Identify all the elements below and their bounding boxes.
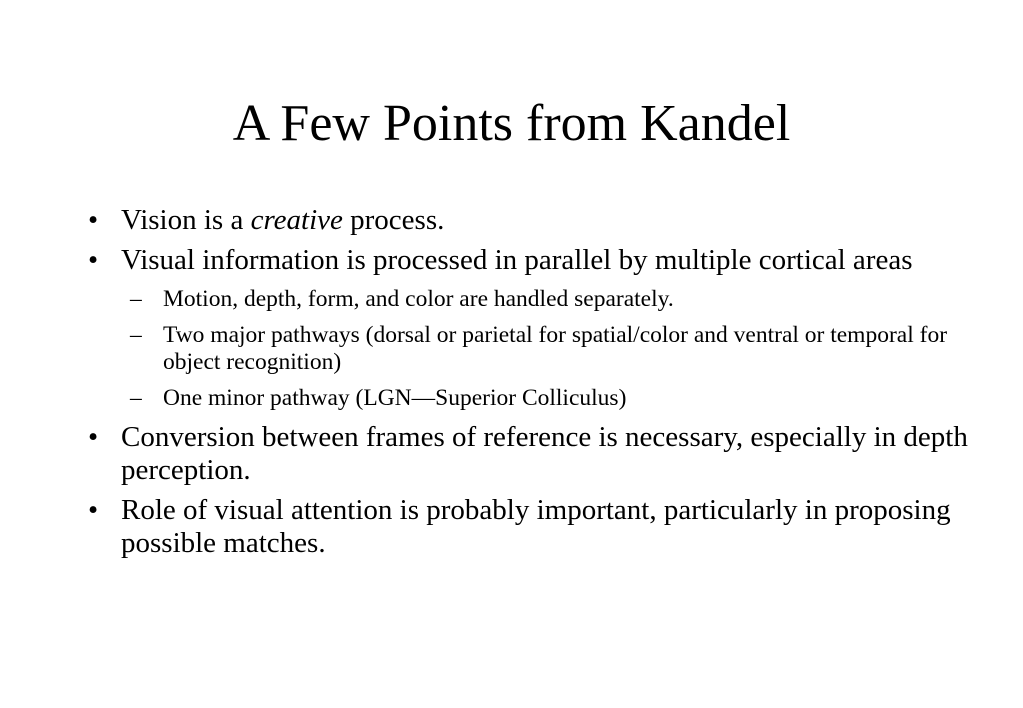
sub-bullet-item — [130, 322, 968, 376]
sub-bullet-item — [130, 286, 968, 313]
bullet-emphasis: creative — [250, 204, 343, 236]
bullet-text: Role of visual attention is probably important, particularly in proposing possible matches. — [121, 494, 951, 559]
bullet-marker: • — [88, 494, 99, 526]
bullet-item — [88, 244, 968, 412]
bullet-text-prefix: Vision is a — [121, 204, 251, 236]
sub-bullet-text: Motion, depth, form, and color are handled separately. — [163, 286, 674, 312]
sub-bullet-list — [121, 286, 968, 412]
sub-bullet-item — [130, 385, 968, 412]
bullet-list — [88, 204, 968, 567]
bullet-marker: • — [88, 244, 99, 276]
bullet-text-suffix: process. — [342, 204, 445, 236]
sub-bullet-text: Two major pathways (dorsal or parietal for spatial/color and ventral or temporal for object recognition) — [163, 322, 948, 375]
bullet-text: Conversion between frames of reference is necessary, especially in depth perception. — [121, 421, 968, 486]
sub-bullet-marker: – — [130, 385, 142, 411]
bullet-item — [88, 204, 968, 237]
bullet-item — [88, 494, 968, 560]
sub-bullet-text: One minor pathway (LGN—Superior Colliculus) — [163, 385, 627, 411]
bullet-text: Visual information is processed in parallel by multiple cortical areas — [121, 244, 913, 276]
sub-bullet-marker: – — [130, 286, 142, 312]
bullet-item — [88, 421, 968, 487]
slide-title: A Few Points from Kandel — [232, 95, 791, 152]
bullet-marker: • — [88, 421, 99, 453]
bullet-marker: • — [88, 204, 99, 236]
sub-bullet-marker: – — [130, 322, 142, 348]
